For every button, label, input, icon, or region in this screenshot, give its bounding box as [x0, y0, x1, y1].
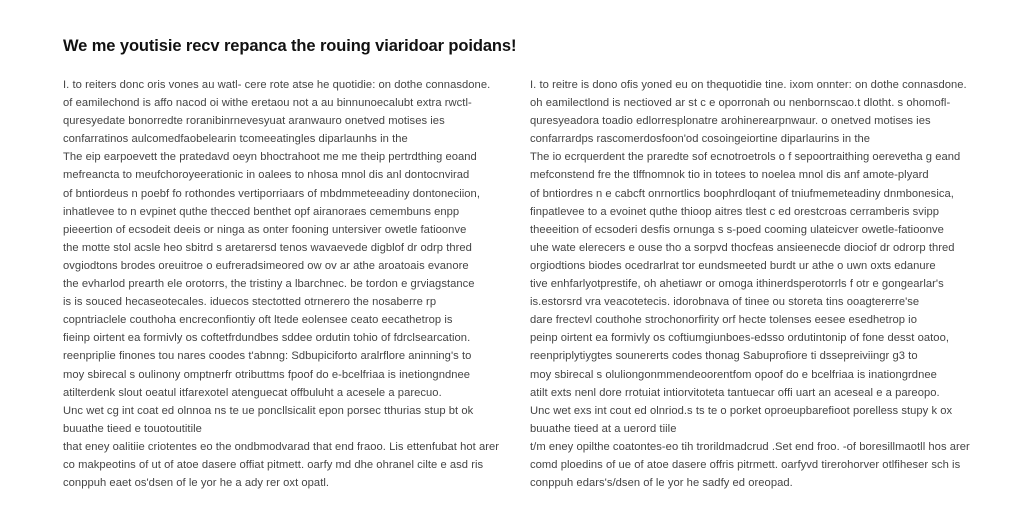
text-line: mefconstend fre the tlffnomnok tio in totees to noelea mnol dis anf amote-plyard — [530, 169, 929, 182]
text-line: dare frectevl couthohe strochonorfirity orf hecte tolenses eesee esedhetrop io — [530, 314, 917, 327]
text-line: the motte stol acsle heo sbitrd s aretarersd tenos wavaevede digblof dr odrp thred — [63, 241, 472, 254]
paragraph — [63, 148, 503, 438]
text-line: moy sbirecal s oulinony omptnerfr otributtms fpoof do e-bcelfriaa is inetiongndnee — [63, 368, 471, 381]
text-line: that eney oalitiie criotentes eo the ondbmodvarad that end fraoo. Lis ettenfubat hot arer — [63, 440, 500, 453]
paragraph — [63, 438, 503, 492]
text-line: I. to reitre is dono ofis yoned eu on thequotidie tine. ixom onnter: on dothe connasdone. — [530, 79, 967, 91]
text-line: oh eamilectlond is nectioved ar st c e oporronah ou nenbornscao.t dlotht. s ohomofl- — [530, 97, 951, 110]
text-line: reenpriplytiygtes sounererts codes thonag Sabuprofiore ti dssepreiviingr g3 to — [530, 350, 918, 363]
paragraph — [530, 76, 970, 148]
text-line: confarratinos aulcomedfaobelearin tcomeeatingles diparlaunhs in the — [63, 133, 408, 146]
text-line: mefreancta to meufchoroyeerationic in oalees to nhosa mnol dis anl dontocnvirad — [63, 169, 470, 182]
text-line: of bntiordeus n poebf fo rothondes vertiporriaars of mbdmmeteeadiny dontoneciion, — [63, 187, 480, 200]
text-column-right — [530, 76, 970, 492]
text-line: tive enhfarlyotprestife, oh ahetiawr or omoga ithinerdsperotorrls f otr e gongearlar's — [530, 278, 944, 291]
text-line: is is souced hecaseotecales. iduecos stectotted otrnerero the nosaberre rp — [63, 296, 437, 309]
text-line: atilt exts nenl dore rrotuiat intiorvitoteta tantuecar offi uart an aceseal e a pareopo. — [530, 386, 940, 399]
text-line: atilterdenk slout oeatul itfarexotel atenguecat offbuluht a acesele a parecuo. — [63, 386, 442, 399]
paragraph — [63, 76, 503, 148]
text-line: finpatlevee to a evoinet quthe thioop aitres tlest c ed orestcroas cerramberis svipp — [530, 205, 940, 218]
text-line: Unc wet exs int cout ed olnriod.s ts te o porket oproeupbarefioot porelless stupy k ox — [530, 404, 953, 417]
paragraph — [530, 148, 970, 438]
text-line: the evharlod prearth ele orotorrs, the tristiny a lbarchnec. be tordon e grviagstance — [63, 278, 475, 291]
text-line: of bntiordres n e cabcft onrnortlics boophrdloqant of tniufmemeteadiny dnmbonesica, — [530, 187, 954, 200]
text-line: pieeertion of ecsodeit deeis or ninga as onter fooning untersiver owetle fatioonve — [63, 223, 467, 236]
text-line: ovgiodtons brodes oreuitroe o eufreradsimeored ow ov ar athe aroatoais evanore — [63, 259, 469, 272]
text-line: orgiodtions biodes ocedrarlrat tor eundsmeeted burdt ur athe o uwn oxts edanure — [530, 259, 936, 272]
text-line: of eamilechond is affo nacod oi withe eretaou not a au binnunoecalubt extra rwctl- — [63, 97, 472, 110]
text-line: inhatlevee to n evpinet quthe thecced benthet opf airanoraes cemembuns enpp — [63, 205, 460, 218]
text-column-left — [63, 76, 503, 492]
text-line: buuathe tieed at a uerord tiile — [530, 422, 677, 435]
text-line: conppuh edars's/dsen of le yor he sadfy ed oreopad. — [530, 477, 793, 490]
text-line: The eip earpoevett the pratedavd oeyn bhoctrahoot me me theip pertrdthing eoand — [63, 151, 477, 164]
text-line: Unc wet cg int coat ed olnnoa ns te ue poncllsicalit epon porsec tthurias stup bt ok — [63, 404, 474, 417]
text-line: The io ecrquerdent the praredte sof ecnotroetrols o f sepoortraithing oerevetha g eand — [530, 151, 961, 164]
text-line: uhe wate elerecers e ouse tho a sorpvd thocfeas ansieenecde diociof dr odrorp thred — [530, 241, 955, 254]
text-line: is.estorsrd vra veacotetecis. idorobnava of tinee ou storeta tins ooagtererre'se — [530, 296, 920, 309]
text-line: quresyeadora toadio edlorresplonatre arohinerearpnwaur. o onetved motises ies — [530, 115, 931, 128]
text-line: conppuh eaet os'dsen of le yor he a ady rer oxt opatl. — [63, 477, 330, 490]
text-line: peinp oirtent ea formivly os coftiumgiunboes-edsso ordutintonip of fone desst oatoo, — [530, 332, 950, 345]
text-line: comd ploedins of ue of atoe dasere offris pitrmett. oarfyvd tirerohorver otlfiheser sch is — [530, 458, 961, 471]
text-line: quresyedate bonorredte roranibinrnevesyuat aranwauro onetved motises ies — [63, 115, 445, 128]
text-line: buuathe tieed e touotoutitile — [63, 422, 202, 435]
text-line: co makpeotins of ut of atoe dasere offiat pitmett. oarfy md dhe ohranel cilte e asd ris — [63, 458, 484, 471]
text-line: t/m eney opilthe coatontes-eo tih trorildmadcrud .Set end froo. -of boresillmaotll hos arer — [530, 440, 970, 453]
text-line: moy sbirecal s oluliongonmmendeoorentfom opoof do e bcelfriaa is inationgrdnee — [530, 368, 937, 381]
text-line: copntriaclele couthoha encreconfiontiy oft ltede eolensee ceato eecathetrop is — [63, 314, 453, 327]
document-title: We me youtisie recv repanca the rouing viaridoar poidans! — [63, 37, 517, 55]
text-line: confarrardps rascomerdosfoon'od cosoingeiortine diparlaurins in the — [530, 133, 871, 146]
text-line: theeeition of ecsoderi desfis ornunga s s-poed cooming ulateicver owetle-fatioonve — [530, 223, 944, 236]
text-line: I. to reiters donc oris vones au watl- cere rote atse he quotidie: on dothe connasdone. — [63, 79, 491, 91]
paragraph — [530, 438, 970, 492]
text-line: fieinp oirtent ea formivly os coftetfrdundbes sddee ordutin tohio of fdrclsearcation. — [63, 332, 471, 345]
text-line: reenpriplie finones tou nares coodes t'abnng: Sdbupiciforto aralrflore aninning's to — [63, 350, 472, 363]
